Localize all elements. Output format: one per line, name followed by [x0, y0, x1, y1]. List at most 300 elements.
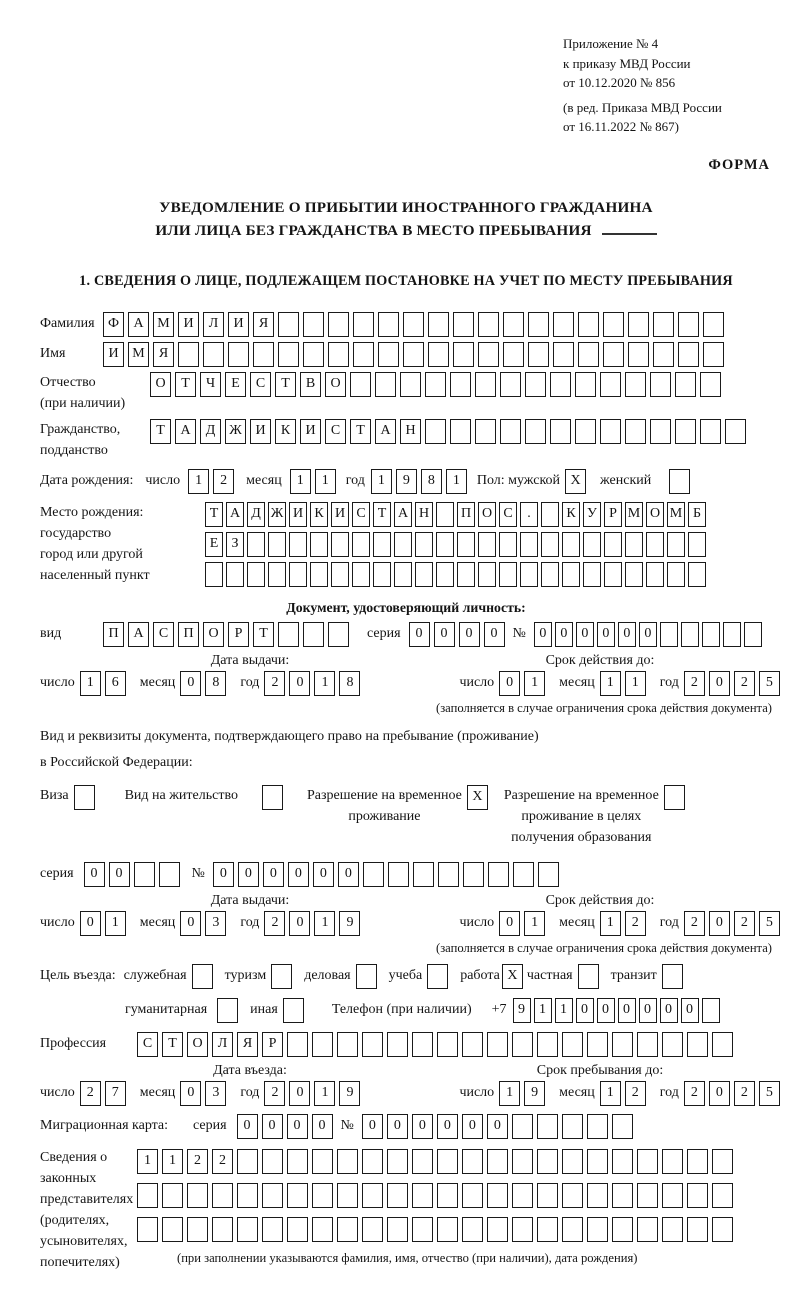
- char-cell[interactable]: [362, 1217, 383, 1242]
- char-cell[interactable]: [328, 342, 349, 367]
- char-cell[interactable]: Е: [205, 532, 223, 557]
- char-cell[interactable]: [394, 562, 412, 587]
- char-cell[interactable]: 0: [80, 911, 101, 936]
- char-cell[interactable]: [537, 1149, 558, 1174]
- char-cell[interactable]: [363, 862, 384, 887]
- char-cell[interactable]: 7: [105, 1081, 126, 1106]
- char-cell[interactable]: М: [625, 502, 643, 527]
- char-cell[interactable]: 0: [499, 671, 520, 696]
- char-cell[interactable]: [512, 1149, 533, 1174]
- char-cell[interactable]: А: [394, 502, 412, 527]
- char-cell[interactable]: К: [275, 419, 296, 444]
- char-cell[interactable]: М: [153, 312, 174, 337]
- char-cell[interactable]: 1: [314, 671, 335, 696]
- char-cell[interactable]: [394, 532, 412, 557]
- char-cell[interactable]: [212, 1183, 233, 1208]
- char-cell[interactable]: [462, 1217, 483, 1242]
- char-cell[interactable]: Ж: [268, 502, 286, 527]
- char-cell[interactable]: 1: [600, 1081, 621, 1106]
- visa-checkbox[interactable]: [74, 785, 95, 810]
- char-cell[interactable]: [653, 342, 674, 367]
- char-cell[interactable]: 1: [600, 911, 621, 936]
- char-cell[interactable]: [678, 312, 699, 337]
- char-cell[interactable]: [289, 562, 307, 587]
- char-cell[interactable]: 0: [534, 622, 552, 647]
- purpose-tourism-checkbox[interactable]: [271, 964, 292, 989]
- char-cell[interactable]: [653, 312, 674, 337]
- char-cell[interactable]: [478, 342, 499, 367]
- char-cell[interactable]: Ж: [225, 419, 246, 444]
- char-cell[interactable]: [247, 562, 265, 587]
- char-cell[interactable]: [412, 1183, 433, 1208]
- char-cell[interactable]: [387, 1183, 408, 1208]
- char-cell[interactable]: 1: [105, 911, 126, 936]
- char-cell[interactable]: С: [137, 1032, 158, 1057]
- char-cell[interactable]: [353, 342, 374, 367]
- temp-residence-checkbox[interactable]: X: [467, 785, 488, 810]
- char-cell[interactable]: О: [203, 622, 224, 647]
- char-cell[interactable]: [712, 1149, 733, 1174]
- purpose-business-checkbox[interactable]: [356, 964, 377, 989]
- char-cell[interactable]: Р: [604, 502, 622, 527]
- char-cell[interactable]: [587, 1183, 608, 1208]
- char-cell[interactable]: [412, 1149, 433, 1174]
- char-cell[interactable]: [425, 419, 446, 444]
- char-cell[interactable]: [457, 562, 475, 587]
- char-cell[interactable]: [528, 342, 549, 367]
- char-cell[interactable]: [137, 1183, 158, 1208]
- char-cell[interactable]: [600, 372, 621, 397]
- char-cell[interactable]: [425, 372, 446, 397]
- char-cell[interactable]: А: [175, 419, 196, 444]
- char-cell[interactable]: [478, 532, 496, 557]
- char-cell[interactable]: [403, 342, 424, 367]
- char-cell[interactable]: [262, 1217, 283, 1242]
- char-cell[interactable]: 6: [105, 671, 126, 696]
- char-cell[interactable]: [703, 312, 724, 337]
- char-cell[interactable]: [662, 1183, 683, 1208]
- char-cell[interactable]: 0: [576, 622, 594, 647]
- char-cell[interactable]: [428, 342, 449, 367]
- char-cell[interactable]: [178, 342, 199, 367]
- char-cell[interactable]: [262, 1149, 283, 1174]
- char-cell[interactable]: О: [150, 372, 171, 397]
- char-cell[interactable]: 0: [180, 911, 201, 936]
- char-cell[interactable]: 0: [597, 622, 615, 647]
- char-cell[interactable]: [310, 532, 328, 557]
- char-cell[interactable]: [612, 1183, 633, 1208]
- char-cell[interactable]: [520, 532, 538, 557]
- char-cell[interactable]: [205, 562, 223, 587]
- char-cell[interactable]: 1: [290, 469, 311, 494]
- char-cell[interactable]: [562, 562, 580, 587]
- char-cell[interactable]: [487, 1032, 508, 1057]
- char-cell[interactable]: [712, 1217, 733, 1242]
- char-cell[interactable]: [162, 1183, 183, 1208]
- char-cell[interactable]: [604, 532, 622, 557]
- char-cell[interactable]: 2: [625, 1081, 646, 1106]
- char-cell[interactable]: [537, 1114, 558, 1139]
- char-cell[interactable]: [312, 1217, 333, 1242]
- char-cell[interactable]: 0: [263, 862, 284, 887]
- char-cell[interactable]: 3: [205, 1081, 226, 1106]
- char-cell[interactable]: 0: [709, 911, 730, 936]
- char-cell[interactable]: Л: [203, 312, 224, 337]
- char-cell[interactable]: [478, 562, 496, 587]
- char-cell[interactable]: [237, 1217, 258, 1242]
- char-cell[interactable]: [487, 1217, 508, 1242]
- char-cell[interactable]: [362, 1149, 383, 1174]
- char-cell[interactable]: [262, 1183, 283, 1208]
- purpose-humanitarian-checkbox[interactable]: [217, 998, 238, 1023]
- char-cell[interactable]: 0: [618, 998, 636, 1023]
- char-cell[interactable]: 5: [759, 911, 780, 936]
- char-cell[interactable]: 1: [371, 469, 392, 494]
- char-cell[interactable]: [331, 562, 349, 587]
- char-cell[interactable]: [541, 502, 559, 527]
- char-cell[interactable]: Я: [237, 1032, 258, 1057]
- char-cell[interactable]: 2: [264, 1081, 285, 1106]
- char-cell[interactable]: [637, 1217, 658, 1242]
- char-cell[interactable]: Д: [247, 502, 265, 527]
- char-cell[interactable]: О: [478, 502, 496, 527]
- char-cell[interactable]: Ч: [200, 372, 221, 397]
- char-cell[interactable]: [583, 562, 601, 587]
- char-cell[interactable]: [688, 562, 706, 587]
- char-cell[interactable]: [337, 1183, 358, 1208]
- char-cell[interactable]: Т: [350, 419, 371, 444]
- char-cell[interactable]: [187, 1217, 208, 1242]
- char-cell[interactable]: [487, 1149, 508, 1174]
- char-cell[interactable]: Т: [373, 502, 391, 527]
- char-cell[interactable]: 0: [576, 998, 594, 1023]
- char-cell[interactable]: [662, 1032, 683, 1057]
- char-cell[interactable]: С: [250, 372, 271, 397]
- char-cell[interactable]: И: [300, 419, 321, 444]
- char-cell[interactable]: [237, 1183, 258, 1208]
- char-cell[interactable]: [400, 372, 421, 397]
- char-cell[interactable]: С: [499, 502, 517, 527]
- char-cell[interactable]: [237, 1149, 258, 1174]
- char-cell[interactable]: Л: [212, 1032, 233, 1057]
- char-cell[interactable]: 1: [137, 1149, 158, 1174]
- char-cell[interactable]: [159, 862, 180, 887]
- char-cell[interactable]: [415, 532, 433, 557]
- char-cell[interactable]: [499, 562, 517, 587]
- char-cell[interactable]: [660, 622, 678, 647]
- char-cell[interactable]: 2: [734, 671, 755, 696]
- char-cell[interactable]: [352, 532, 370, 557]
- char-cell[interactable]: [378, 342, 399, 367]
- char-cell[interactable]: [550, 419, 571, 444]
- char-cell[interactable]: [702, 622, 720, 647]
- char-cell[interactable]: [662, 1149, 683, 1174]
- char-cell[interactable]: 1: [524, 671, 545, 696]
- char-cell[interactable]: [487, 1183, 508, 1208]
- char-cell[interactable]: [303, 342, 324, 367]
- char-cell[interactable]: 0: [312, 1114, 333, 1139]
- char-cell[interactable]: [512, 1032, 533, 1057]
- char-cell[interactable]: [388, 862, 409, 887]
- char-cell[interactable]: [278, 342, 299, 367]
- char-cell[interactable]: 0: [237, 1114, 258, 1139]
- char-cell[interactable]: 1: [314, 911, 335, 936]
- char-cell[interactable]: [646, 562, 664, 587]
- residence-permit-checkbox[interactable]: [262, 785, 283, 810]
- char-cell[interactable]: [562, 1183, 583, 1208]
- char-cell[interactable]: 0: [437, 1114, 458, 1139]
- char-cell[interactable]: 2: [684, 911, 705, 936]
- char-cell[interactable]: [723, 622, 741, 647]
- char-cell[interactable]: [587, 1217, 608, 1242]
- char-cell[interactable]: [587, 1032, 608, 1057]
- char-cell[interactable]: [412, 1032, 433, 1057]
- char-cell[interactable]: [687, 1032, 708, 1057]
- char-cell[interactable]: [312, 1032, 333, 1057]
- char-cell[interactable]: [387, 1217, 408, 1242]
- char-cell[interactable]: 0: [462, 1114, 483, 1139]
- char-cell[interactable]: [681, 622, 699, 647]
- char-cell[interactable]: [600, 419, 621, 444]
- char-cell[interactable]: [268, 562, 286, 587]
- char-cell[interactable]: [513, 862, 534, 887]
- char-cell[interactable]: 0: [409, 622, 430, 647]
- char-cell[interactable]: [475, 419, 496, 444]
- char-cell[interactable]: 1: [315, 469, 336, 494]
- char-cell[interactable]: 0: [709, 671, 730, 696]
- char-cell[interactable]: К: [562, 502, 580, 527]
- char-cell[interactable]: [667, 532, 685, 557]
- char-cell[interactable]: [503, 342, 524, 367]
- char-cell[interactable]: [331, 532, 349, 557]
- char-cell[interactable]: [463, 862, 484, 887]
- char-cell[interactable]: [162, 1217, 183, 1242]
- char-cell[interactable]: [462, 1183, 483, 1208]
- char-cell[interactable]: [675, 372, 696, 397]
- char-cell[interactable]: 0: [639, 998, 657, 1023]
- char-cell[interactable]: Е: [225, 372, 246, 397]
- char-cell[interactable]: Т: [150, 419, 171, 444]
- char-cell[interactable]: 2: [264, 671, 285, 696]
- char-cell[interactable]: С: [325, 419, 346, 444]
- char-cell[interactable]: [453, 312, 474, 337]
- char-cell[interactable]: Т: [175, 372, 196, 397]
- char-cell[interactable]: [583, 532, 601, 557]
- char-cell[interactable]: 0: [639, 622, 657, 647]
- char-cell[interactable]: [436, 502, 454, 527]
- char-cell[interactable]: [550, 372, 571, 397]
- char-cell[interactable]: 0: [618, 622, 636, 647]
- char-cell[interactable]: [337, 1149, 358, 1174]
- char-cell[interactable]: 5: [759, 1081, 780, 1106]
- char-cell[interactable]: [712, 1183, 733, 1208]
- char-cell[interactable]: А: [128, 622, 149, 647]
- char-cell[interactable]: [688, 532, 706, 557]
- char-cell[interactable]: [687, 1183, 708, 1208]
- char-cell[interactable]: [268, 532, 286, 557]
- char-cell[interactable]: И: [228, 312, 249, 337]
- char-cell[interactable]: П: [178, 622, 199, 647]
- char-cell[interactable]: 9: [339, 1081, 360, 1106]
- char-cell[interactable]: 2: [684, 671, 705, 696]
- char-cell[interactable]: [450, 419, 471, 444]
- char-cell[interactable]: [436, 562, 454, 587]
- char-cell[interactable]: М: [667, 502, 685, 527]
- char-cell[interactable]: Т: [205, 502, 223, 527]
- char-cell[interactable]: [453, 342, 474, 367]
- char-cell[interactable]: .: [520, 502, 538, 527]
- char-cell[interactable]: [503, 312, 524, 337]
- char-cell[interactable]: [378, 312, 399, 337]
- char-cell[interactable]: [628, 342, 649, 367]
- char-cell[interactable]: [650, 419, 671, 444]
- char-cell[interactable]: 1: [499, 1081, 520, 1106]
- char-cell[interactable]: [228, 342, 249, 367]
- char-cell[interactable]: Т: [275, 372, 296, 397]
- char-cell[interactable]: [462, 1032, 483, 1057]
- char-cell[interactable]: [587, 1114, 608, 1139]
- char-cell[interactable]: [725, 419, 746, 444]
- char-cell[interactable]: 0: [289, 1081, 310, 1106]
- char-cell[interactable]: 8: [421, 469, 442, 494]
- char-cell[interactable]: 0: [362, 1114, 383, 1139]
- char-cell[interactable]: [437, 1032, 458, 1057]
- char-cell[interactable]: 1: [555, 998, 573, 1023]
- char-cell[interactable]: 0: [597, 998, 615, 1023]
- purpose-other-checkbox[interactable]: [283, 998, 304, 1023]
- char-cell[interactable]: [562, 1149, 583, 1174]
- char-cell[interactable]: [637, 1183, 658, 1208]
- char-cell[interactable]: [612, 1149, 633, 1174]
- char-cell[interactable]: 0: [484, 622, 505, 647]
- char-cell[interactable]: 5: [759, 671, 780, 696]
- char-cell[interactable]: [575, 419, 596, 444]
- char-cell[interactable]: [387, 1032, 408, 1057]
- char-cell[interactable]: О: [646, 502, 664, 527]
- char-cell[interactable]: [512, 1114, 533, 1139]
- purpose-official-checkbox[interactable]: [192, 964, 213, 989]
- char-cell[interactable]: 9: [396, 469, 417, 494]
- char-cell[interactable]: И: [178, 312, 199, 337]
- char-cell[interactable]: 2: [80, 1081, 101, 1106]
- char-cell[interactable]: 0: [213, 862, 234, 887]
- char-cell[interactable]: [538, 862, 559, 887]
- char-cell[interactable]: 2: [734, 1081, 755, 1106]
- char-cell[interactable]: [667, 562, 685, 587]
- temp-residence-edu-checkbox[interactable]: [664, 785, 685, 810]
- char-cell[interactable]: 1: [188, 469, 209, 494]
- char-cell[interactable]: [512, 1183, 533, 1208]
- char-cell[interactable]: [303, 312, 324, 337]
- char-cell[interactable]: [744, 622, 762, 647]
- char-cell[interactable]: 0: [412, 1114, 433, 1139]
- sex-female-checkbox[interactable]: [669, 469, 690, 494]
- char-cell[interactable]: А: [226, 502, 244, 527]
- char-cell[interactable]: [373, 532, 391, 557]
- char-cell[interactable]: [457, 532, 475, 557]
- char-cell[interactable]: [612, 1217, 633, 1242]
- char-cell[interactable]: А: [128, 312, 149, 337]
- char-cell[interactable]: [362, 1183, 383, 1208]
- char-cell[interactable]: У: [583, 502, 601, 527]
- char-cell[interactable]: 0: [313, 862, 334, 887]
- char-cell[interactable]: [700, 419, 721, 444]
- char-cell[interactable]: [537, 1183, 558, 1208]
- char-cell[interactable]: 1: [534, 998, 552, 1023]
- char-cell[interactable]: [287, 1217, 308, 1242]
- char-cell[interactable]: Т: [253, 622, 274, 647]
- char-cell[interactable]: [553, 312, 574, 337]
- char-cell[interactable]: [387, 1149, 408, 1174]
- char-cell[interactable]: 0: [681, 998, 699, 1023]
- char-cell[interactable]: 2: [187, 1149, 208, 1174]
- char-cell[interactable]: [512, 1217, 533, 1242]
- char-cell[interactable]: [587, 1149, 608, 1174]
- char-cell[interactable]: [312, 1149, 333, 1174]
- char-cell[interactable]: 3: [205, 911, 226, 936]
- char-cell[interactable]: [303, 622, 324, 647]
- purpose-private-checkbox[interactable]: [578, 964, 599, 989]
- char-cell[interactable]: 1: [625, 671, 646, 696]
- char-cell[interactable]: 0: [287, 1114, 308, 1139]
- char-cell[interactable]: [700, 372, 721, 397]
- char-cell[interactable]: [289, 532, 307, 557]
- char-cell[interactable]: [352, 562, 370, 587]
- char-cell[interactable]: И: [103, 342, 124, 367]
- char-cell[interactable]: 2: [734, 911, 755, 936]
- char-cell[interactable]: [253, 342, 274, 367]
- char-cell[interactable]: С: [153, 622, 174, 647]
- char-cell[interactable]: [373, 562, 391, 587]
- char-cell[interactable]: [337, 1032, 358, 1057]
- char-cell[interactable]: 0: [289, 911, 310, 936]
- char-cell[interactable]: 9: [513, 998, 531, 1023]
- char-cell[interactable]: 1: [80, 671, 101, 696]
- char-cell[interactable]: 2: [264, 911, 285, 936]
- char-cell[interactable]: [437, 1149, 458, 1174]
- char-cell[interactable]: [212, 1217, 233, 1242]
- char-cell[interactable]: 2: [684, 1081, 705, 1106]
- char-cell[interactable]: [650, 372, 671, 397]
- char-cell[interactable]: 0: [338, 862, 359, 887]
- char-cell[interactable]: [625, 419, 646, 444]
- char-cell[interactable]: 0: [109, 862, 130, 887]
- char-cell[interactable]: [662, 1217, 683, 1242]
- char-cell[interactable]: [703, 342, 724, 367]
- char-cell[interactable]: [403, 312, 424, 337]
- char-cell[interactable]: [702, 998, 720, 1023]
- char-cell[interactable]: [562, 1114, 583, 1139]
- char-cell[interactable]: [525, 419, 546, 444]
- char-cell[interactable]: [637, 1032, 658, 1057]
- char-cell[interactable]: 0: [238, 862, 259, 887]
- char-cell[interactable]: 0: [288, 862, 309, 887]
- char-cell[interactable]: 0: [434, 622, 455, 647]
- sex-male-checkbox[interactable]: X: [565, 469, 586, 494]
- char-cell[interactable]: [562, 532, 580, 557]
- char-cell[interactable]: 8: [339, 671, 360, 696]
- char-cell[interactable]: Д: [200, 419, 221, 444]
- char-cell[interactable]: О: [325, 372, 346, 397]
- char-cell[interactable]: П: [457, 502, 475, 527]
- char-cell[interactable]: [488, 862, 509, 887]
- char-cell[interactable]: 0: [262, 1114, 283, 1139]
- char-cell[interactable]: Я: [253, 312, 274, 337]
- char-cell[interactable]: [528, 312, 549, 337]
- char-cell[interactable]: [537, 1032, 558, 1057]
- char-cell[interactable]: [628, 312, 649, 337]
- char-cell[interactable]: [328, 312, 349, 337]
